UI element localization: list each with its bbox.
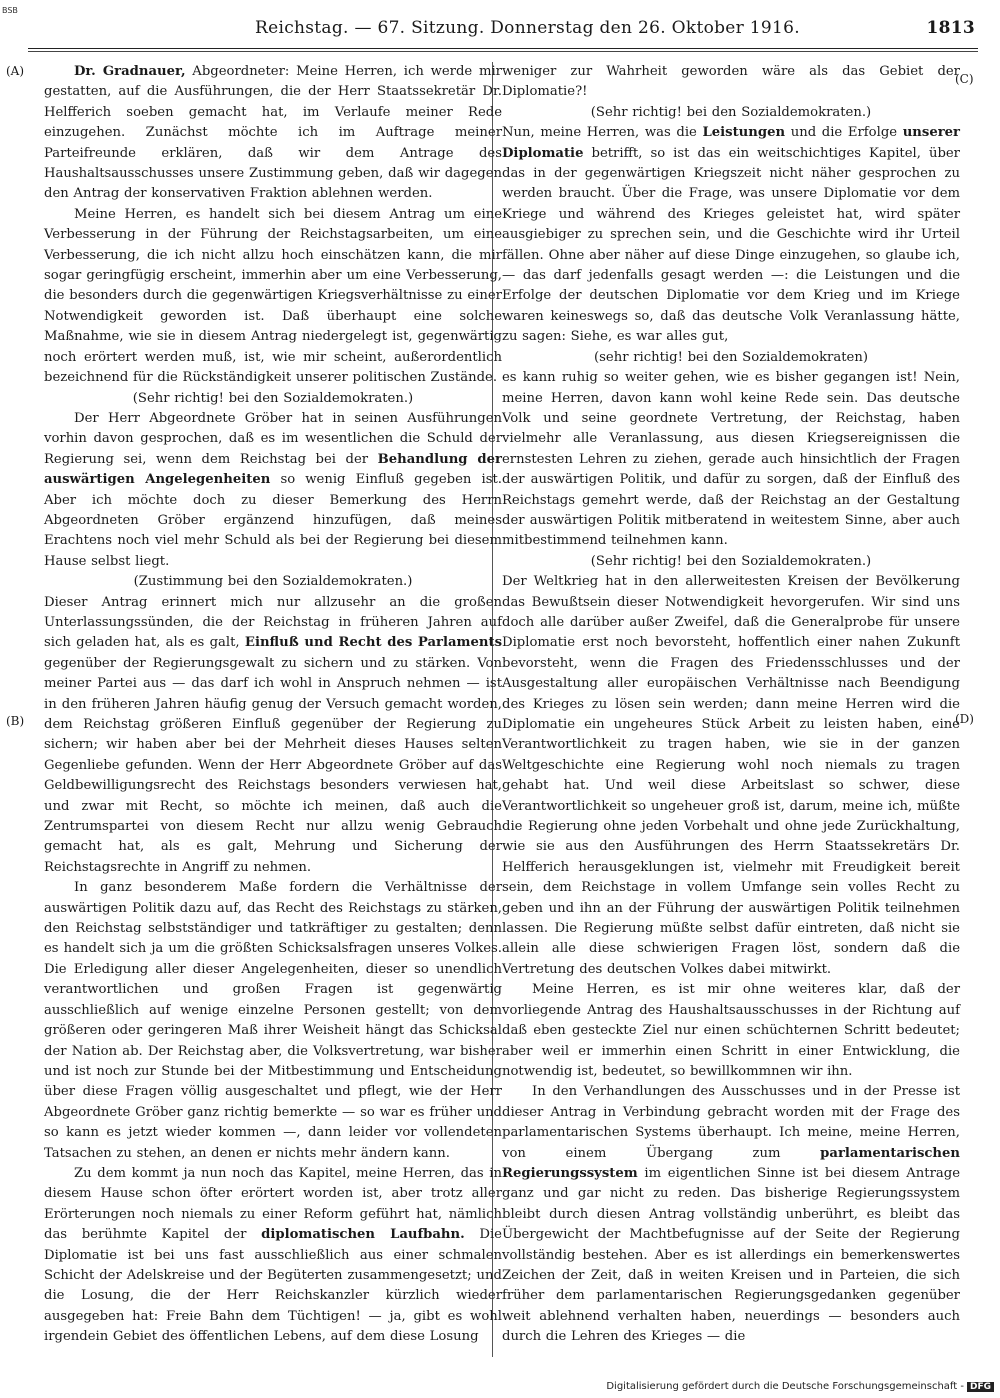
paragraph: es kann ruhig so weiter gehen, wie es bisher gegangen ist! Nein, meine Herren, davon kann wohl keine Rede sein. Das deutsche Volk und seine geordnete Vertretung, der Reichstag, haben vielmehr alle Veranlassung, aus diesen Kriegsereignissen die ernstesten Lehren zu ziehen, gerade auch hinsichtlich der Fragen der auswärtigen Politik, und dafür zu sorgen, daß der Einfluß des Reichstags gemehrt werde, daß der Reichstag an der Gestaltung der auswärtigen Politik mitberatend in weitestem Sinne, aber auch mitbestimmend teilnehmen kann. (502, 370, 960, 549)
interjection: (Zustimmung bei den Sozialdemokraten.) (133, 574, 413, 590)
footer-text: Digitalisierung gefördert durch die Deutsche Forschungsgemeinschaft - (606, 1381, 964, 1392)
paragraph: In ganz besonderem Maße fordern die Verhältnisse der auswärtigen Politik dazu auf, das Recht des Reichstags zu stärken, den Reichstag selbstständiger und tatkräftiger zu gestalten; denn es handelt sich ja um die größten Schicksalsfragen unseres Volkes. Die Erledigung aller dieser Angelegenheiten, dieser so unendlich verantwortlichen und großen Fragen ist gegenwärtig ausschließlich auf wenige einzelne Personen gestellt; von dem größeren oder geringeren Maß ihrer Weisheit hängt das Schicksal der Nation ab. Der Reichstag aber, die Volksvertretung, war bisher und ist noch zur Stunde bei der Mitbestimmung und Entscheidung über diese Fragen völlig ausgeschaltet und pflegt, wie der Herr Abgeordnete Gröber ganz richtig bemerkte — so war es früher und so kann es jetzt wieder kommen —, dann leider vor vollendeten Tatsachen zu stehen, an denen er nichts mehr ändern kann. (44, 880, 502, 1161)
emphasis: Leistungen (702, 125, 786, 141)
emphasis: diplomatischen Laufbahn. (261, 1227, 465, 1243)
paragraph: Zu dem kommt ja nun noch das Kapitel, meine Herren, das in diesem Hause schon öfter erörtert worden ist, aber trotz aller Erörterungen noch niemals zu einer Reform geführt hat, nämlich das berühmte Kapitel der diplomatischen Laufbahn. Die Diplomatie ist bei uns fast ausschließlich aus einer schmalen Schicht der Adelskreise und der Begüterten zusammengesetzt; und die Losung, die der Herr Reichskanzler kürzlich wieder ausgegeben hat: Freie Bahn dem Tüchtigen! — ja, gibt es wohl irgendein Gebiet des öffentlichen Lebens, auf dem diese Losung (44, 1165, 502, 1345)
margin-mark-a: (A) (6, 64, 25, 78)
margin-mark-b: (B) (6, 714, 25, 728)
dfg-logo: DFG (967, 1382, 994, 1392)
left-column (44, 62, 502, 1348)
header-rule-thin (28, 51, 978, 52)
paragraph: weniger zur Wahrheit geworden wäre als das Gebiet der Diplomatie?! (502, 64, 960, 100)
interjection: (Sehr richtig! bei den Sozialdemokraten.) (590, 104, 872, 120)
margin-mark-d: (D) (955, 712, 974, 726)
page-header (255, 18, 975, 46)
page-number: 1813 (926, 18, 975, 38)
paragraph: Dr. Gradnauer, Abgeordneter: Meine Herren, ich werde mir gestatten, auf die Ausführungen, die der Herr Staatssekretär Dr. Helfferich soeben gemacht hat, im Verlaufe meiner Rede einzugehen. Zunächst möchte ich im Auftrage meiner Parteifreunde erklären, daß wir dem Antrage des Haushaltsausschusses unsere Zustimmung geben, daß wir dagegen den Antrag der konservativen Fraktion ablehnen werden. (44, 64, 502, 202)
paragraph: Der Weltkrieg hat in den allerweitesten Kreisen der Bevölkerung das Bewußtsein dieser Notwendigkeit hevorgerufen. Wir sind uns doch alle darüber außer Zweifel, daß die Generalprobe für unsere Diplomatie erst noch bevorsteht, hoffentlich einer nahen Zukunft bevorsteht, wenn die Fragen des Friedensschlusses und der Ausgestaltung aller europäischen Verhältnisse nach Beendigung des Krieges zu lösen sein werden; dann meine Herren wird die Diplomatie ein ungeheures Stück Arbeit zu leisten haben, eine Verantwortlichkeit zu tragen haben, wie sie in der ganzen Weltgeschichte eine Regierung wohl noch niemals zu tragen gehabt hat. Und weil diese Arbeitslast so schwer, diese Verantwortlichkeit so ungeheuer groß ist, darum, meine ich, müßte die Regierung ohne jeden Vorbehalt und ohne jede Zurückhaltung, wie sie aus den Ausführungen des Herrn Staatssekretärs Dr. Helfferich herausgeklungen ist, vielmehr mit Freudigkeit bereit sein, dem Reichstage in vollem Umfange sein volles Recht zu geben und ihn an der Führung der auswärtigen Politik teilnehmen lassen. Die Regierung müßte selbst dafür eintreten, daß nicht sie allein alle diese schwierigen Fragen löst, sondern daß die Vertretung des deutschen Volkes dabei mitwirkt. (502, 574, 960, 977)
header-rule (28, 48, 978, 49)
footer (606, 1381, 994, 1392)
right-column (502, 62, 960, 1348)
emphasis: Behandlung der auswärtigen Angelegenheiten (44, 451, 502, 488)
interjection: (Sehr richtig! bei den Sozialdemokraten.) (132, 390, 414, 406)
paragraph: Dieser Antrag erinnert mich nur allzusehr an die großen Unterlassungssünden, die der Reichstag in früheren Jahren auf sich geladen hat, als es galt, Einfluß und Recht des Parlaments gegenüber der Regierungsgewalt zu sichern und zu stärken. Von meiner Partei aus — das darf ich wohl in Anspruch nehmen — ist in den früheren Jahren häufig genug der Versuch gemacht worden, dem Reichstag größeren Einfluß gegenüber der Regierung zu sichern; wir haben aber bei der Mehrheit dieses Hauses selten Gegenliebe gefunden. Wenn der Herr Abgeordnete Gröber auf das Geldbewilligungsrecht des Reichstags besonders verwiesen hat, und zwar mit Recht, so möchte ich meinen, daß auch die Zentrumspartei von diesem Recht nur allzu wenig Gebrauch gemacht hat, als es galt, Mehrung und Sicherung der Reichstagsrechte in Angriff zu nehmen. (44, 594, 502, 875)
emphasis: parlamentarischen Regierungssystem (502, 1145, 960, 1181)
paragraph: Nun, meine Herren, was die Leistungen und die Erfolge unserer Diplomatie betrifft, so ist das ein weitschichtiges Kapitel, über das in der gegenwärtigen Kriegszeit nicht näher gesprochen zu werden braucht. Über die Frage, was unsere Diplomatie vor dem Kriege und während des Krieges geleistet hat, wird später ausgiebiger zu sprechen sein, und die Geschichte wird ihr Urteil fällen. Ohne aber näher auf diese Dinge einzugehen, so glaube ich, — das darf jedenfalls gesagt werden —: die Leistungen und die Erfolge der deutschen Diplomatie vor dem Krieg und im Kriege waren keineswegs so, daß das deutsche Volk Veranlassung hätte, zu sagen: Siehe, es war alles gut, (502, 125, 960, 345)
header-title: Reichstag. — 67. Sitzung. Donnerstag den 26. Oktober 1916. (255, 18, 800, 38)
paragraph: In den Verhandlungen des Ausschusses und in der Presse ist dieser Antrag in Verbindung gebracht worden mit der Frage des parlamentarischen Systems überhaupt. Ich meine, meine Herren, von einem Übergang zum parlamentarischen Regierungssystem im eigentlichen Sinne ist bei diesem Antrage ganz und gar nicht zu reden. Das bisherige Regierungssystem bleibt durch diesen Antrag vollständig unberührt, es bleibt das Übergewicht der Machtbefugnisse auf der Seite der Regierung vollständig bestehen. Aber es ist allerdings ein bemerkenswertes Zeichen der Zeit, daß in weiten Kreisen und in Parteien, die sich früher dem parlamentarischen Regierungsgedanken gegenüber weit ablehnend verhalten haben, neuerdings — besonders auch durch die Lehren des Krieges — die (502, 1084, 960, 1345)
library-mark: BSB (2, 6, 18, 15)
emphasis: Einfluß und Recht des Parlaments (244, 635, 502, 651)
interjection: (sehr richtig! bei den Sozialdemokraten) (594, 349, 868, 365)
paragraph: Meine Herren, es handelt sich bei diesem Antrag um eine Verbesserung in der Führung der Reichstagsarbeiten, um eine Verbesserung, die ich nicht allzu hoch einschätzen kann, die mir sogar geringfügig erscheint, immerhin aber um eine Verbesserung, die besonders durch die gegenwärtigen Kriegsverhältnisse zu einer Notwendigkeit geworden ist. Daß überhaupt eine solche Maßnahme, wie sie in diesem Antrag niedergelegt ist, gegenwärtig noch erörtert werden muß, ist, wie mir scheint, außerordentlich bezeichnend für die Rückständigkeit unserer politischen Zustände. (44, 206, 502, 386)
margin-mark-c: (C) (955, 72, 974, 86)
interjection: (Sehr richtig! bei den Sozialdemokraten.) (590, 553, 872, 569)
paragraph: Der Herr Abgeordnete Gröber hat in seinen Ausführungen vorhin davon gesprochen, daß es im wesentlichen die Schuld der Regierung sei, wenn dem Reichstag bei der Behandlung der auswärtigen Angelegenheiten so wenig Einfluß gegeben ist. Aber ich möchte doch zu dieser Bemerkung des Herrn Abgeordneten Gröber ergänzend hinzufügen, daß meines Erachtens noch viel mehr Schuld als bei der Regierung bei diesem Hause selbst liegt. (44, 410, 502, 569)
speaker-name: Dr. Gradnauer, (74, 64, 186, 79)
emphasis: unserer Diplomatie (502, 125, 960, 161)
paragraph: Meine Herren, es ist mir ohne weiteres klar, daß der vorliegende Antrag des Haushaltsausschusses in der Richtung auf daß eben gesteckte Ziel nur einen schüchternen Schritt bedeutet; aber weil er immerhin einen Schritt in einer Entwicklung, die notwendig ist, bedeutet, so bewillkommnen wir ihn. (502, 982, 960, 1079)
